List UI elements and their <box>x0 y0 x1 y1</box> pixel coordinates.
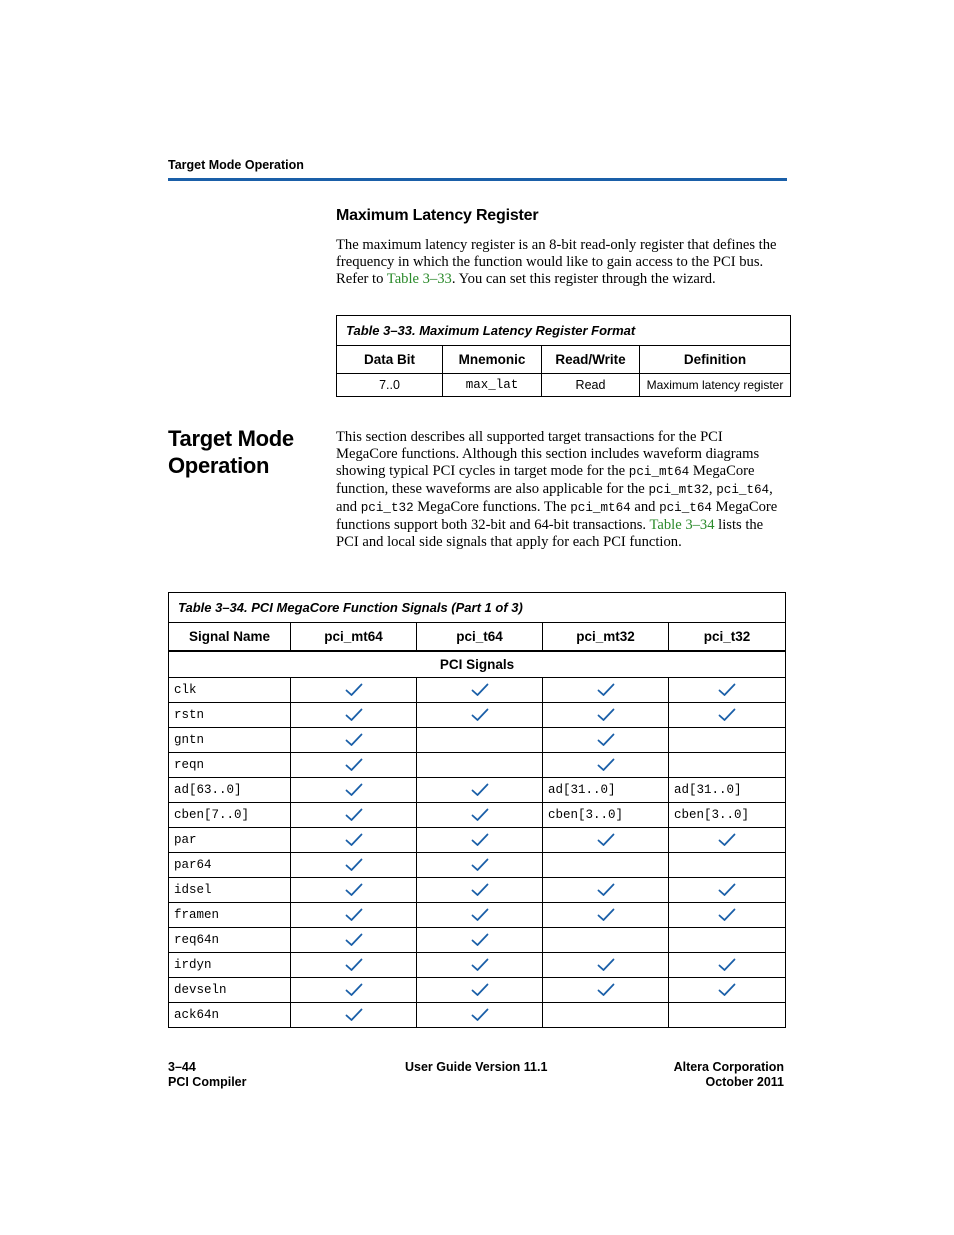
empty-cell <box>543 853 669 878</box>
checkmark-icon <box>718 708 736 722</box>
empty-cell <box>669 1003 786 1028</box>
supported-cell <box>543 978 669 1003</box>
supported-cell <box>291 928 417 953</box>
checkmark-icon <box>471 808 489 822</box>
table-row <box>169 753 786 778</box>
signal-name-cell: clk <box>169 678 291 703</box>
checkmark-icon <box>471 833 489 847</box>
supported-cell <box>669 678 786 703</box>
checkmark-icon <box>471 933 489 947</box>
signal-name-cell: idsel <box>169 878 291 903</box>
checkmark-icon <box>471 908 489 922</box>
supported-cell <box>291 753 417 778</box>
checkmark-icon <box>345 883 363 897</box>
table-row <box>169 1003 786 1028</box>
supported-cell <box>669 878 786 903</box>
signal-variant-cell: cben[3..0] <box>669 803 786 828</box>
checkmark-icon <box>718 908 736 922</box>
checkmark-icon <box>597 833 615 847</box>
signal-name-cell: ad[63..0] <box>169 778 291 803</box>
checkmark-icon <box>345 683 363 697</box>
supported-cell <box>669 953 786 978</box>
product-name: PCI Compiler <box>168 1075 247 1089</box>
footer-center <box>405 1060 547 1075</box>
supported-cell <box>291 1003 417 1028</box>
col-data-bit: Data Bit <box>337 346 443 374</box>
tm-code-3: pci_t64 <box>716 483 770 497</box>
table-row <box>169 878 786 903</box>
col-definition: Definition <box>640 346 791 374</box>
checkmark-icon <box>597 983 615 997</box>
table-3-33 <box>336 315 791 397</box>
supported-cell <box>417 853 543 878</box>
signal-name-cell: par <box>169 828 291 853</box>
tm-text-3: , <box>708 481 717 497</box>
tm-text-4: , and <box>336 481 773 515</box>
empty-cell <box>417 728 543 753</box>
table-row <box>169 728 786 753</box>
supported-cell <box>291 903 417 928</box>
footer-right <box>674 1060 784 1090</box>
col-pci-mt64: pci_mt64 <box>291 623 417 651</box>
table-row <box>169 928 786 953</box>
tm-text-1: This section describes all supported target transactions for the PCI MegaCore functions. Although this section includes waveform diagrams showing typical PCI cycles in target mode for the <box>336 429 760 479</box>
table-3-33-link[interactable]: Table 3–33 <box>386 271 452 287</box>
checkmark-icon <box>345 758 363 772</box>
footer-left <box>168 1060 247 1090</box>
table-row <box>169 903 786 928</box>
empty-cell <box>669 728 786 753</box>
empty-cell <box>543 928 669 953</box>
tm-text-7: MegaCore functions support both 32-bit and 64-bit transactions. <box>336 499 778 533</box>
checkmark-icon <box>471 783 489 797</box>
signal-name-cell: devseln <box>169 978 291 1003</box>
signal-name-cell: framen <box>169 903 291 928</box>
publish-date: October 2011 <box>705 1075 784 1089</box>
table-row <box>169 703 786 728</box>
checkmark-icon <box>471 958 489 972</box>
checkmark-icon <box>345 783 363 797</box>
checkmark-icon <box>471 1008 489 1022</box>
guide-version: User Guide Version 11.1 <box>405 1060 548 1074</box>
supported-cell <box>291 978 417 1003</box>
supported-cell <box>417 803 543 828</box>
supported-cell <box>291 703 417 728</box>
table-row <box>169 953 786 978</box>
supported-cell <box>543 753 669 778</box>
signal-name-cell: rstn <box>169 703 291 728</box>
supported-cell <box>417 878 543 903</box>
checkmark-icon <box>597 883 615 897</box>
tm-code-6: pci_t64 <box>659 501 712 515</box>
max-latency-heading: Maximum Latency Register <box>336 207 539 224</box>
table-row <box>169 778 786 803</box>
supported-cell <box>543 953 669 978</box>
col-read-write: Read/Write <box>542 346 640 374</box>
tm-code-1: pci_mt64 <box>628 465 690 479</box>
tm-code-2: pci_mt32 <box>648 483 709 497</box>
checkmark-icon <box>345 833 363 847</box>
table-3-34-link[interactable]: Table 3–34 <box>649 517 715 533</box>
supported-cell <box>417 828 543 853</box>
checkmark-icon <box>597 758 615 772</box>
table-row <box>169 853 786 878</box>
supported-cell <box>291 728 417 753</box>
supported-cell <box>417 978 543 1003</box>
definition-value: Maximum latency register <box>640 374 791 397</box>
supported-cell <box>669 703 786 728</box>
supported-cell <box>291 953 417 978</box>
supported-cell <box>417 703 543 728</box>
max-latency-text-1: The maximum latency register is an 8-bit read-only register that defines the frequency in which the function would like to gain access to the PCI bus. Refer to <box>336 237 777 287</box>
table-row <box>337 374 791 397</box>
empty-cell <box>417 753 543 778</box>
checkmark-icon <box>471 883 489 897</box>
checkmark-icon <box>471 708 489 722</box>
max-latency-paragraph <box>336 237 786 288</box>
checkmark-icon <box>718 683 736 697</box>
signal-name-cell: ack64n <box>169 1003 291 1028</box>
supported-cell <box>417 678 543 703</box>
col-pci-t32: pci_t32 <box>669 623 786 651</box>
supported-cell <box>417 778 543 803</box>
checkmark-icon <box>718 833 736 847</box>
checkmark-icon <box>345 1008 363 1022</box>
signal-name-cell: par64 <box>169 853 291 878</box>
tm-text-6: and <box>630 499 660 515</box>
tm-text-5: MegaCore functions. The <box>413 499 571 515</box>
supported-cell <box>669 903 786 928</box>
checkmark-icon <box>345 958 363 972</box>
supported-cell <box>543 828 669 853</box>
tm-text-8: lists the PCI and local side signals that apply for each PCI function. <box>336 517 764 550</box>
supported-cell <box>291 778 417 803</box>
col-pci-mt32: pci_mt32 <box>543 623 669 651</box>
empty-cell <box>669 853 786 878</box>
signal-name-cell: cben[7..0] <box>169 803 291 828</box>
supported-cell <box>291 678 417 703</box>
supported-cell <box>543 678 669 703</box>
table-row <box>169 678 786 703</box>
checkmark-icon <box>471 858 489 872</box>
table-row <box>169 978 786 1003</box>
signal-variant-cell: ad[31..0] <box>669 778 786 803</box>
read-write-value: Read <box>542 374 640 397</box>
checkmark-icon <box>718 983 736 997</box>
tm-text-2: MegaCore function, these waveforms are also applicable for the <box>336 463 755 497</box>
signal-name-cell: req64n <box>169 928 291 953</box>
supported-cell <box>543 903 669 928</box>
checkmark-icon <box>345 733 363 747</box>
supported-cell <box>291 828 417 853</box>
supported-cell <box>669 978 786 1003</box>
supported-cell <box>291 878 417 903</box>
checkmark-icon <box>597 733 615 747</box>
table-3-33-caption: Table 3–33. Maximum Latency Register Format <box>337 316 791 346</box>
col-mnemonic: Mnemonic <box>443 346 542 374</box>
page-number: 3–44 <box>168 1060 196 1074</box>
signal-name-cell: gntn <box>169 728 291 753</box>
checkmark-icon <box>718 883 736 897</box>
checkmark-icon <box>597 958 615 972</box>
supported-cell <box>291 803 417 828</box>
checkmark-icon <box>345 808 363 822</box>
checkmark-icon <box>345 708 363 722</box>
tm-code-4: pci_t32 <box>360 501 414 515</box>
supported-cell <box>543 878 669 903</box>
checkmark-icon <box>345 908 363 922</box>
supported-cell <box>417 1003 543 1028</box>
checkmark-icon <box>718 958 736 972</box>
checkmark-icon <box>345 983 363 997</box>
empty-cell <box>669 753 786 778</box>
company-name: Altera Corporation <box>673 1060 784 1074</box>
target-mode-heading-line2: Operation <box>168 453 270 478</box>
supported-cell <box>417 903 543 928</box>
running-header: Target Mode Operation <box>168 158 304 172</box>
checkmark-icon <box>345 858 363 872</box>
checkmark-icon <box>597 683 615 697</box>
supported-cell <box>543 703 669 728</box>
mnemonic-value: max_lat <box>443 374 542 397</box>
col-pci-t64: pci_t64 <box>417 623 543 651</box>
table-3-34 <box>168 592 786 1028</box>
checkmark-icon <box>597 708 615 722</box>
target-mode-heading <box>168 425 294 479</box>
group-pci-signals: PCI Signals <box>169 651 786 678</box>
empty-cell <box>543 1003 669 1028</box>
target-mode-heading-line1: Target Mode <box>168 426 294 451</box>
empty-cell <box>669 928 786 953</box>
table-3-34-caption: Table 3–34. PCI MegaCore Function Signals (Part 1 of 3) <box>169 593 786 623</box>
signal-variant-cell: cben[3..0] <box>543 803 669 828</box>
target-mode-paragraph <box>336 429 786 551</box>
supported-cell <box>417 928 543 953</box>
table-row <box>169 828 786 853</box>
header-rule <box>168 178 787 181</box>
checkmark-icon <box>345 933 363 947</box>
tm-code-5: pci_mt64 <box>570 501 631 515</box>
checkmark-icon <box>471 983 489 997</box>
supported-cell <box>291 853 417 878</box>
supported-cell <box>417 953 543 978</box>
signal-variant-cell: ad[31..0] <box>543 778 669 803</box>
table-row <box>169 803 786 828</box>
supported-cell <box>543 728 669 753</box>
supported-cell <box>669 828 786 853</box>
col-signal-name: Signal Name <box>169 623 291 651</box>
data-bit-value: 7..0 <box>337 374 443 397</box>
max-latency-text-2: . You can set this register through the wizard. <box>451 271 716 287</box>
checkmark-icon <box>471 683 489 697</box>
signal-name-cell: irdyn <box>169 953 291 978</box>
signal-name-cell: reqn <box>169 753 291 778</box>
checkmark-icon <box>597 908 615 922</box>
